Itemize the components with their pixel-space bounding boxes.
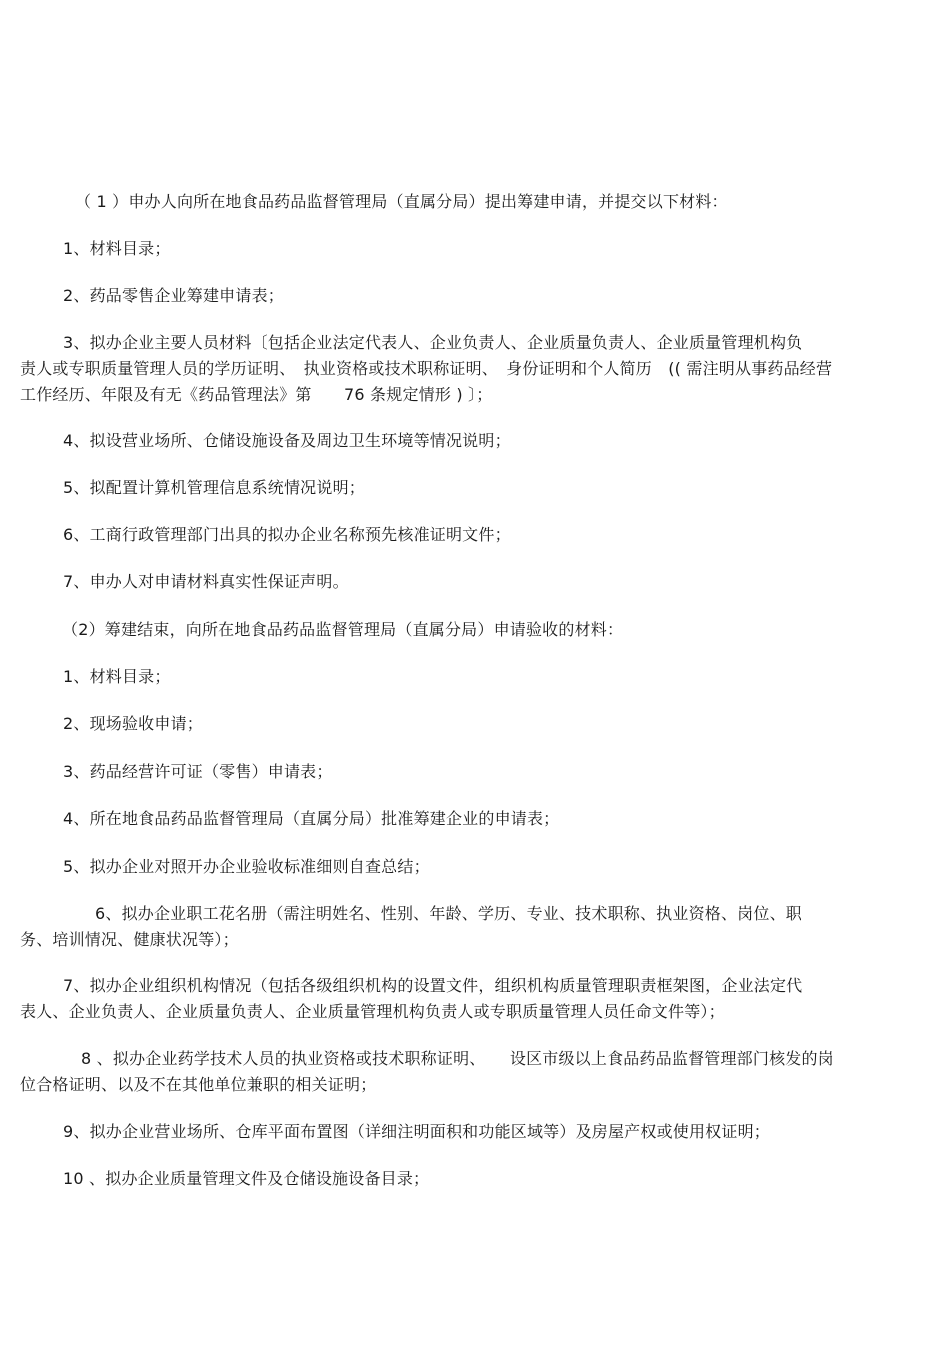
section1-item-3-line2: 责人或专职质量管理人员的学历证明、 执业资格或技术职称证明、 身份证明和个人简历 (( 需注明从事药品经营 [20, 359, 833, 378]
section1-item-2: 2、药品零售企业筹建申请表； [63, 286, 284, 305]
section2-item-3: 3、药品经营许可证（零售）申请表； [63, 762, 333, 781]
section1-item-4: 4、拟设营业场所、仓储设施设备及周边卫生环境等情况说明； [63, 431, 511, 450]
section1-item-6: 6、工商行政管理部门出具的拟办企业名称预先核准证明文件； [63, 525, 511, 544]
section2-item-2: 2、现场验收申请； [63, 714, 203, 733]
section2-item-6-line2: 务、培训情况、健康状况等）； [20, 930, 239, 949]
section2-item-10: 10 、拟办企业质量管理文件及仓储设施设备目录； [63, 1169, 430, 1188]
section2-item-6-line1: 6、拟办企业职工花名册（需注明姓名、性别、年龄、学历、专业、技术职称、执业资格、岗位、职 [95, 904, 802, 923]
section2-item-8-line1: 8 、拟办企业药学技术人员的执业资格或技术职称证明、 设区市级以上食品药品监督管理部门核发的岗 [81, 1049, 834, 1068]
section2-item-5: 5、拟办企业对照开办企业验收标准细则自查总结； [63, 857, 430, 876]
section2-item-8-line2: 位合格证明、以及不在其他单位兼职的相关证明； [20, 1075, 377, 1094]
section2-item-4: 4、所在地食品药品监督管理局（直属分局）批准筹建企业的申请表； [63, 809, 560, 828]
section1-item-5: 5、拟配置计算机管理信息系统情况说明； [63, 478, 365, 497]
section2-item-7-line1: 7、拟办企业组织机构情况（包括各级组织机构的设置文件，组织机构质量管理职责框架图，企业法定代 [63, 976, 803, 995]
section1-item-7: 7、申办人对申请材料真实性保证声明。 [63, 572, 349, 591]
section1-item-1: 1、材料目录； [63, 239, 171, 258]
section2-heading: （2）筹建结束，向所在地食品药品监督管理局（直属分局）申请验收的材料： [62, 620, 624, 639]
section2-item-1: 1、材料目录； [63, 667, 171, 686]
section2-item-7-line2: 表人、企业负责人、企业质量负责人、企业质量管理机构负责人或专职质量管理人员任命文件等）； [20, 1002, 725, 1021]
section1-heading: （ 1 ）申办人向所在地食品药品监督管理局（直属分局）提出筹建申请，并提交以下材料： [75, 192, 728, 211]
section1-item-3-line1: 3、拟办企业主要人员材料〔包括企业法定代表人、企业负责人、企业质量负责人、企业质量管理机构负 [63, 333, 803, 352]
section1-item-3-line3: 工作经历、年限及有无《药品管理法》第 76 条规定情形 ) 〕； [20, 385, 493, 404]
section2-item-9: 9、拟办企业营业场所、仓库平面布置图（详细注明面积和功能区域等）及房屋产权或使用权证明； [63, 1122, 770, 1141]
